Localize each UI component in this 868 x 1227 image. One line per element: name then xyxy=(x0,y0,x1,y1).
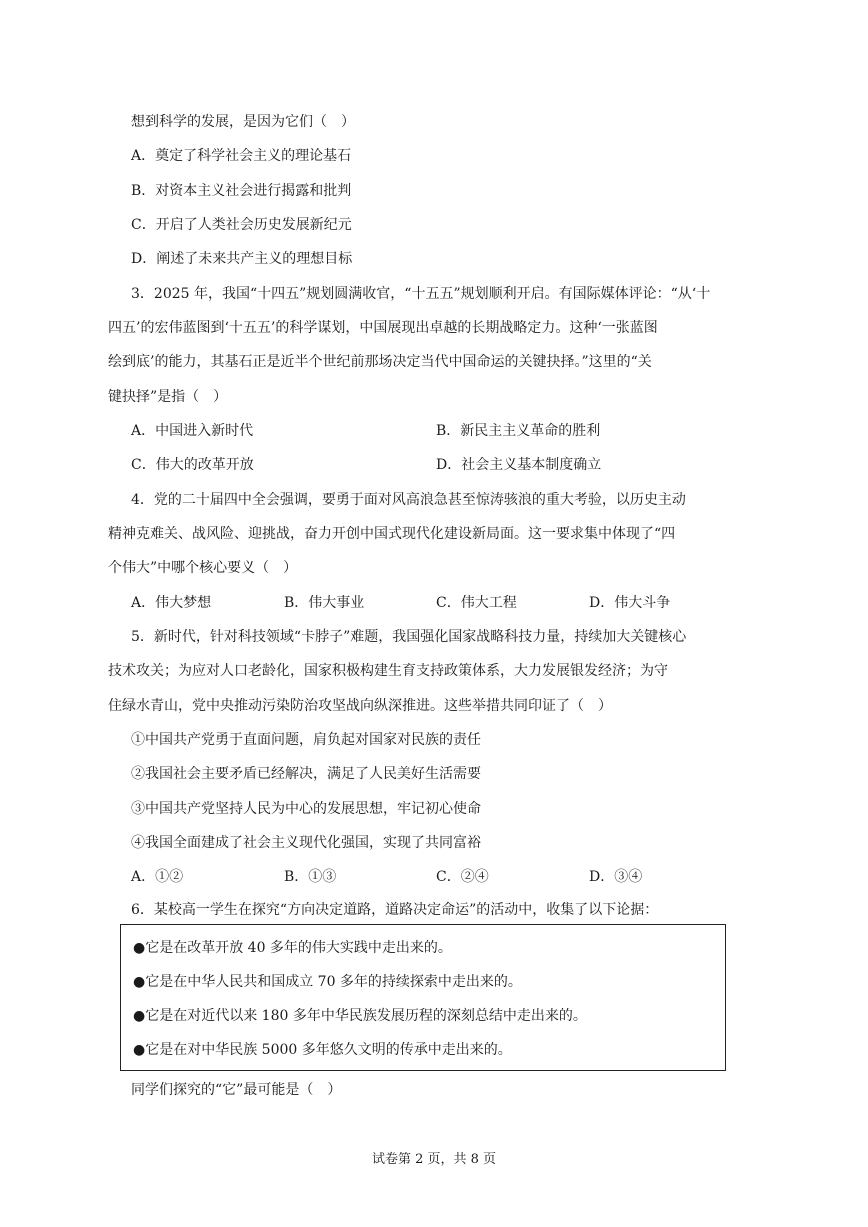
q4-stem-line-2: 精神克难关、战风险、迎挑战，奋力开创中国式现代化建设新局面。这一要求集中体现了“四 xyxy=(108,526,676,542)
q3-stem-line-1: 3．2025 年，我国“十四五”规划圆满收官，“十五五”规划顺利开启。有国际媒体评论：“从‘十 xyxy=(131,286,711,302)
q3-stem-line-2: 四五’的宏伟蓝图到‘十五五’的科学谋划，中国展现出卓越的长期战略定力。这种‘一张蓝图 xyxy=(108,320,658,336)
q6-evidence-2: ●它是在中华人民共和国成立 70 多年的持续探索中走出来的。 xyxy=(133,974,522,990)
q3-option-a: A．中国进入新时代 xyxy=(131,423,254,439)
q5-statement-3: ③中国共产党坚持人民为中心的发展思想，牢记初心使命 xyxy=(131,801,481,817)
q6-question: 同学们探究的“它”最可能是（ ） xyxy=(131,1082,342,1098)
q6-evidence-box xyxy=(120,924,726,1071)
q4-stem-line-1: 4．党的二十届四中全会强调，要勇于面对风高浪急甚至惊涛骇浪的重大考验，以历史主动 xyxy=(131,492,686,508)
q3-stem-line-3: 绘到底’的能力，其基石正是近半个世纪前那场决定当代中国命运的关键抉择。”这里的“关 xyxy=(108,354,652,370)
q2-option-b: B．对资本主义社会进行揭露和批判 xyxy=(131,183,352,199)
q5-option-b: B．①③ xyxy=(284,869,337,885)
q3-option-b: B．新民主主义革命的胜利 xyxy=(436,423,601,439)
q2-option-c: C．开启了人类社会历史发展新纪元 xyxy=(131,217,352,233)
q2-option-d: D．阐述了未来共产主义的理想目标 xyxy=(131,251,353,267)
q5-stem-line-3: 住绿水青山，党中央推动污染防治攻坚战向纵深推进。这些举措共同印证了（ ） xyxy=(108,698,612,714)
q6-stem: 6．某校高一学生在探究“方向决定道路，道路决定命运”的活动中，收集了以下论据： xyxy=(131,902,659,918)
q6-evidence-1: ●它是在改革开放 40 多年的伟大实践中走出来的。 xyxy=(133,940,452,956)
q4-option-a: A．伟大梦想 xyxy=(131,595,212,611)
q4-option-d: D．伟大斗争 xyxy=(589,595,671,611)
q4-option-c: C．伟大工程 xyxy=(436,595,517,611)
q3-option-d: D．社会主义基本制度确立 xyxy=(436,457,602,473)
q3-option-c: C．伟大的改革开放 xyxy=(131,457,254,473)
q4-option-b: B．伟大事业 xyxy=(284,595,365,611)
q5-option-c: C．②④ xyxy=(436,869,489,885)
q5-statement-1: ①中国共产党勇于直面问题，肩负起对国家对民族的责任 xyxy=(131,732,481,748)
q2-option-a: A．奠定了科学社会主义的理论基石 xyxy=(131,148,352,164)
q4-stem-line-3: 个伟大”中哪个核心要义（ ） xyxy=(108,560,298,576)
q5-statement-2: ②我国社会主要矛盾已经解决，满足了人民美好生活需要 xyxy=(131,766,481,782)
q5-option-a: A．①② xyxy=(131,869,184,885)
q2-stem-tail: 想到科学的发展，是因为它们（ ） xyxy=(131,114,355,130)
q5-option-d: D．③④ xyxy=(589,869,643,885)
q3-stem-line-4: 键抉择”是指（ ） xyxy=(108,389,228,405)
page-footer: 试卷第 2 页，共 8 页 xyxy=(371,1152,497,1167)
q5-stem-line-2: 技术攻关；为应对人口老龄化，国家积极构建生育支持政策体系，大力发展银发经济；为守 xyxy=(108,663,668,679)
q5-statement-4: ④我国全面建成了社会主义现代化强国，实现了共同富裕 xyxy=(131,835,481,851)
q6-evidence-4: ●它是在对中华民族 5000 多年悠久文明的传承中走出来的。 xyxy=(133,1042,512,1058)
q6-evidence-3: ●它是在对近代以来 180 多年中华民族发展历程的深刻总结中走出来的。 xyxy=(133,1008,587,1024)
q5-stem-line-1: 5．新时代，针对科技领域“卡脖子”难题，我国强化国家战略科技力量，持续加大关键核心 xyxy=(131,629,687,645)
